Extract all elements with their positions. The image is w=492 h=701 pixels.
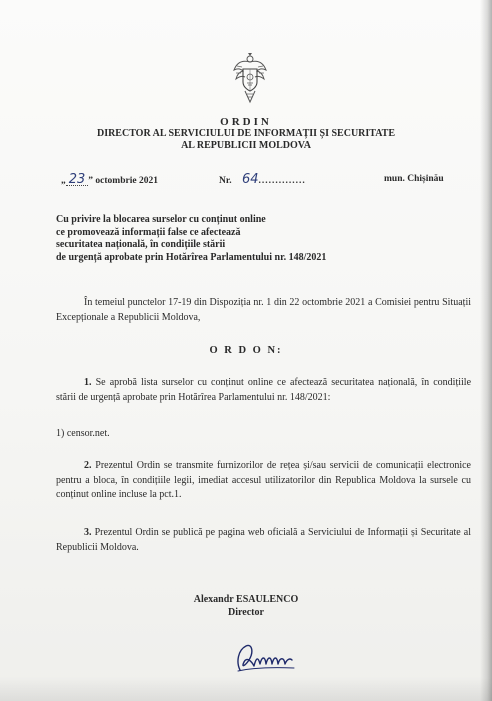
institution-line-1: DIRECTOR AL SERVICIULUI DE INFORMAȚII ȘI SECURITATE — [96, 128, 396, 139]
ordon-heading: O R D O N: — [209, 345, 283, 356]
coat-of-arms-icon — [233, 52, 267, 104]
point-number: 2. — [84, 460, 92, 471]
document-city: mun. Chișinău — [384, 174, 444, 184]
subject-line: de urgență aprobate prin Hotărîrea Parlamentului nr. 148/2021 — [56, 251, 327, 263]
document-date — [61, 174, 158, 186]
date-day-handwritten: 23 — [66, 174, 89, 186]
subject-line: ce promovează informații false ce afectează — [56, 226, 241, 238]
page-bottom-shadow — [0, 677, 492, 701]
point-3 — [56, 526, 471, 555]
signer-block — [0, 593, 492, 619]
number-dots: .............. — [258, 176, 306, 186]
point-text: Prezentul Ordin se transmite furnizorilor de rețea și/sau servicii de comunicații electronice pentru a bloca, în condițiile legii, imediat accesul utilizatorilor din Republica Moldova la sursele cu conținut online incluse la pct.1. — [56, 460, 471, 500]
subject-line: securitatea națională, în condițiile stării — [56, 239, 226, 250]
document-title: ORDIN — [220, 116, 272, 128]
number-value-handwritten: 64 — [241, 172, 259, 187]
intro-paragraph: În temeiul punctelor 17-19 din Dispoziția nr. 1 din 22 octombrie 2021 a Comisiei pentru Situații Excepționale a Republicii Moldova, — [56, 297, 471, 323]
blocked-source-item: 1) censor.net. — [56, 428, 110, 439]
number-label: Nr. — [219, 176, 232, 186]
date-open-quote: „ — [61, 176, 66, 186]
point-1 — [56, 376, 471, 405]
signer-name: Alexandr ESAULENCO — [193, 594, 299, 605]
signature-icon — [232, 640, 302, 676]
document-number — [219, 174, 306, 186]
subject-line: Cu privire la blocarea surselor cu conținut online — [56, 214, 266, 225]
point-number: 1. — [84, 377, 92, 388]
date-rest: ” octombrie 2021 — [88, 176, 158, 186]
signer-position: Director — [228, 607, 264, 618]
point-2 — [56, 459, 471, 503]
institution-line-2: AL REPUBLICII MOLDOVA — [181, 140, 311, 151]
point-text: Se aprobă lista surselor cu conținut online ce afectează securitatea națională, în condițiile stării de urgență aprobate prin Hotărîrea Parlamentului nr. 148/2021: — [56, 377, 472, 403]
page-edge-shadow — [480, 0, 492, 701]
point-text: Prezentul Ordin se publică pe pagina web oficială a Serviciului de Informații și Securitate al Republicii Moldova. — [56, 527, 472, 553]
document-subject — [56, 214, 356, 264]
point-number: 3. — [84, 527, 92, 538]
